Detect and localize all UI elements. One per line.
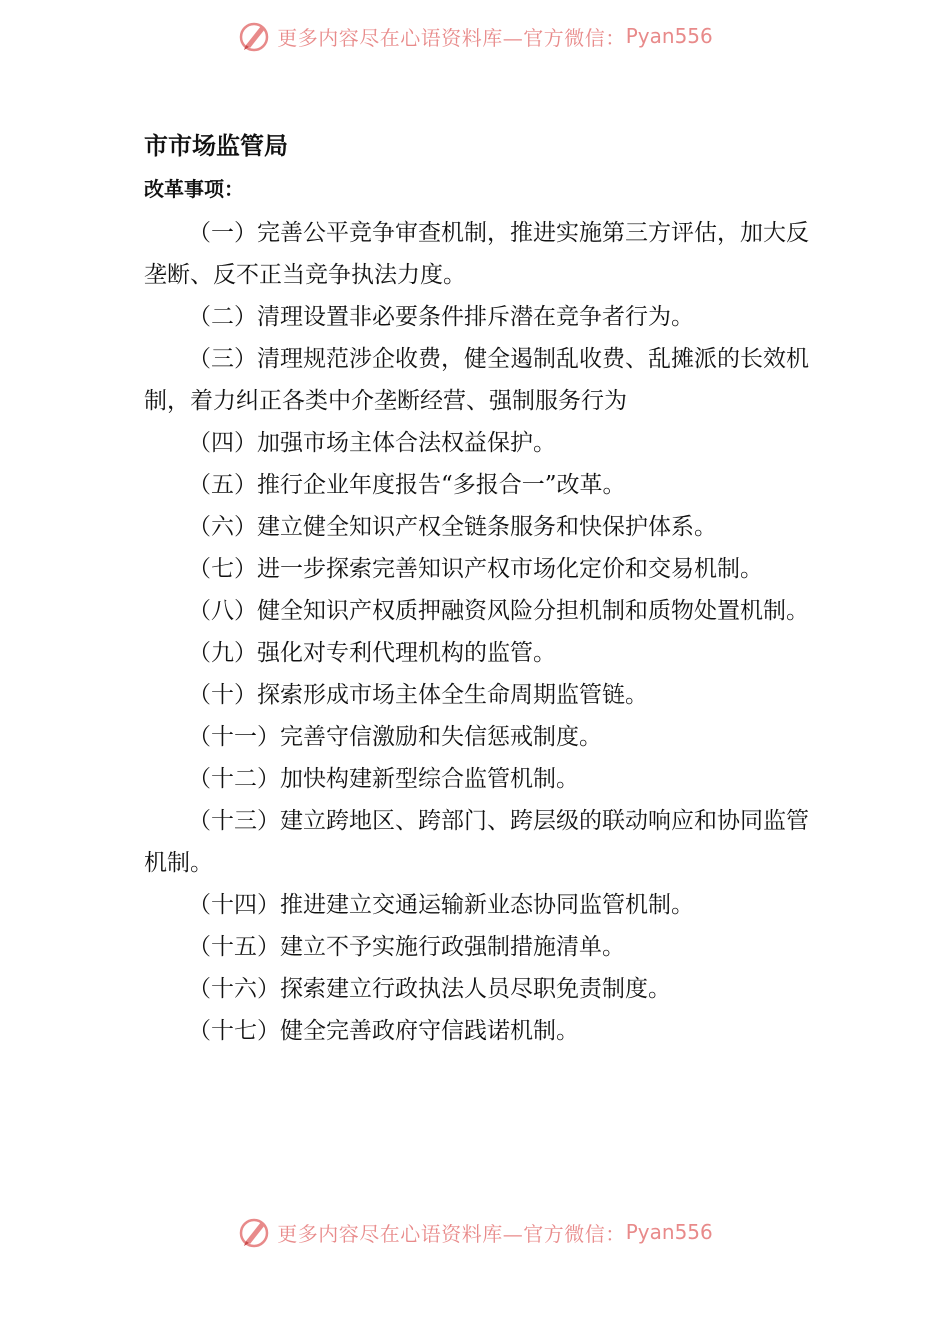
document-title: 市市场监管局 — [144, 132, 288, 160]
reform-item: （四）加强市场主体合法权益保护。 — [188, 430, 556, 456]
watermark-contact: Pyan556 — [625, 1220, 713, 1244]
watermark-text: 更多内容尽在心语资料库—官方微信： — [277, 25, 626, 50]
reform-item: （十二）加快构建新型综合监管机制。 — [188, 766, 579, 792]
reform-item: （十）探索形成市场主体全生命周期监管链。 — [188, 682, 648, 708]
reform-item: （十三）建立跨地区、跨部门、跨层级的联动响应和协同监管机制。 — [144, 808, 809, 876]
reform-item: （一）完善公平竞争审查机制，推进实施第三方评估，加大反垄断、反不正当竞争执法力度。 — [144, 220, 809, 288]
reform-item-list — [144, 212, 814, 1052]
watermark-contact: Pyan556 — [625, 24, 713, 48]
document-subtitle: 改革事项： — [144, 177, 244, 201]
reform-item: （十五）建立不予实施行政强制措施清单。 — [188, 934, 625, 960]
reform-item: （九）强化对专利代理机构的监管。 — [188, 640, 556, 666]
watermark-text: 更多内容尽在心语资料库—官方微信： — [277, 1221, 626, 1246]
reform-item: （十七）健全完善政府守信践诺机制。 — [188, 1018, 579, 1044]
reform-item: （十四）推进建立交通运输新业态协同监管机制。 — [188, 892, 694, 918]
reform-item: （三）清理规范涉企收费，健全遏制乱收费、乱摊派的长效机制，着力纠正各类中介垄断经营、强制服务行为 — [144, 346, 809, 414]
reform-item: （十一）完善守信激励和失信惩戒制度。 — [188, 724, 602, 750]
document-body — [144, 124, 814, 1052]
reform-item: （二）清理设置非必要条件排斥潜在竞争者行为。 — [188, 304, 694, 330]
pen-circle-logo-icon — [237, 1215, 271, 1249]
reform-item: （八）健全知识产权质押融资风险分担机制和质物处置机制。 — [188, 598, 809, 624]
pen-circle-logo-icon — [237, 19, 271, 53]
reform-item: （七）进一步探索完善知识产权市场化定价和交易机制。 — [188, 556, 763, 582]
reform-item: （六）建立健全知识产权全链条服务和快保护体系。 — [188, 514, 717, 540]
reform-item: （十六）探索建立行政执法人员尽职免责制度。 — [188, 976, 671, 1002]
watermark-footer — [0, 1212, 950, 1252]
watermark-header — [0, 16, 950, 56]
reform-item: （五）推行企业年度报告“多报合一”改革。 — [188, 472, 626, 498]
